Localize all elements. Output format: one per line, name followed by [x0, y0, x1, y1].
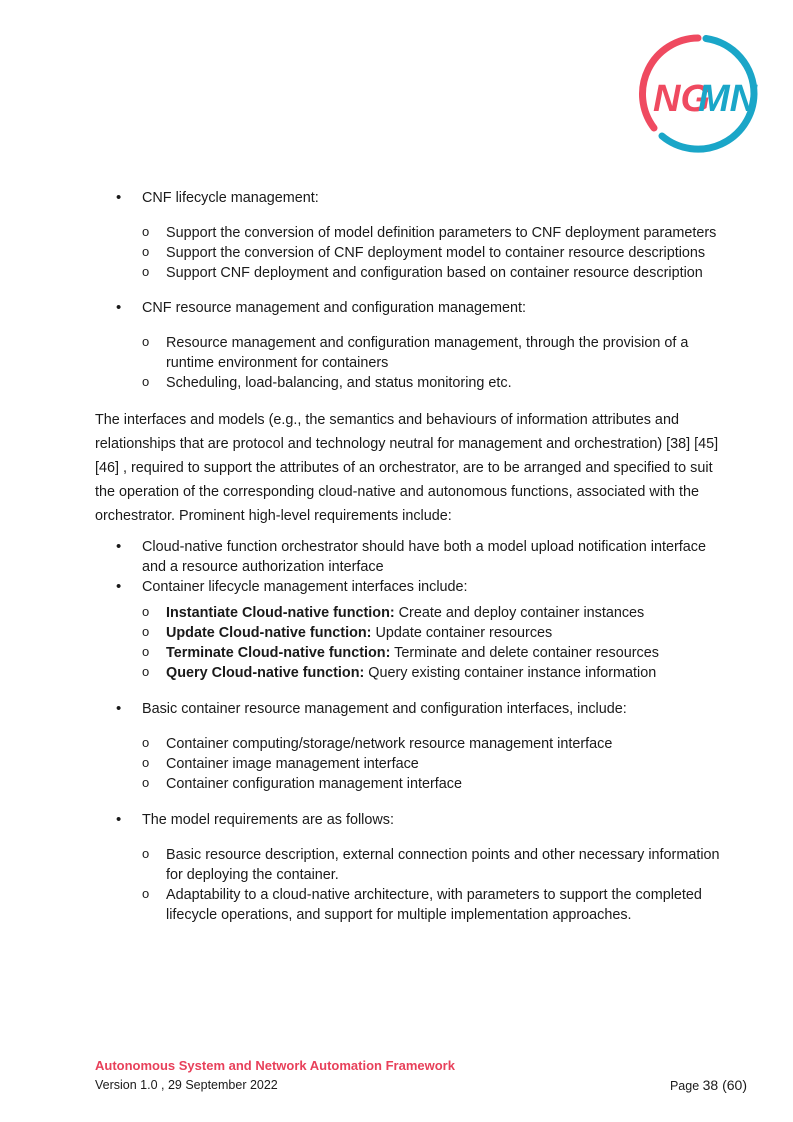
cnf-resource-list: [95, 298, 725, 393]
sub-list-item: o Instantiate Cloud-native function: Create and deploy container instances: [95, 603, 725, 623]
sub-list-item: o Query Cloud-native function: Query existing container instance information: [95, 663, 725, 683]
sub-list-item: o Terminate Cloud-native function: Terminate and delete container resources: [95, 643, 725, 663]
sub-list-item: o Support the conversion of CNF deployment model to container resource descriptions: [95, 243, 725, 263]
list-item: • Cloud-native function orchestrator should have both a model upload notification interface and a resource authorization interface: [95, 537, 725, 577]
sub-list-item: o Resource management and configuration management, through the provision of a runtime environment for containers: [95, 333, 725, 373]
list-item: • CNF resource management and configuration management: o Resource management and configuration management, through the provision of a runtime environment for containers o Scheduling, load-balancing, and status monitoring etc.: [95, 298, 725, 393]
sub-list-item: o Scheduling, load-balancing, and status monitoring etc.: [95, 373, 725, 393]
sub-list-item: o Basic resource description, external connection points and other necessary information for deploying the container.: [95, 845, 725, 885]
requirements-list: [95, 537, 725, 925]
list-item: • Container lifecycle management interfaces include: o Instantiate Cloud-native function: Create and deploy container instances o Update Cloud-native function: Update container resources o Terminate Cloud-native function: Terminate and delete container resources o Query Cloud-native function: Query existing container instance information: [95, 577, 725, 683]
footer-title: Autonomous System and Network Automation Framework: [95, 1058, 455, 1073]
list-item: • The model requirements are as follows: o Basic resource description, external connection points and other necessary information for deploying the container. o Adaptability to a cloud-native architecture, with parameters to support the completed lifecycle operations, and support for multiple implementation approaches.: [95, 810, 725, 925]
sub-list-item: o Update Cloud-native function: Update container resources: [95, 623, 725, 643]
sub-list-item: o Adaptability to a cloud-native architecture, with parameters to support the completed lifecycle operations, and support for multiple implementation approaches.: [95, 885, 725, 925]
logo-text-ng: NG: [653, 78, 710, 120]
sub-list-item: o Container configuration management interface: [95, 774, 725, 794]
page-number: Page 38 (60): [669, 1077, 747, 1093]
cnf-lifecycle-list: [95, 188, 725, 283]
body-paragraph: The interfaces and models (e.g., the semantics and behaviours of information attributes and relationships that are protocol and technology neutral for management and orchestration) [38] [45] [46] , required to support the attributes of an orchestrator, are to be arranged and specified to suit the operation of the corresponding cloud-native and autonomous functions, associated with the orchestrator. Prominent high-level requirements include:: [95, 412, 719, 524]
footer-version: Version 1.0 , 29 September 2022: [95, 1078, 278, 1092]
list-item: • Basic container resource management and configuration interfaces, include: o Container computing/storage/network resource management interface o Container image management interface o Container configuration management interface: [95, 699, 725, 794]
list-item: • CNF lifecycle management: o Support the conversion of model definition parameters to CNF deployment parameters o Support the conversion of CNF deployment model to container resource descriptions o Support CNF deployment and configuration based on container resource description: [95, 188, 725, 283]
sub-list-item: o Container computing/storage/network resource management interface: [95, 734, 725, 754]
page-content: [95, 188, 725, 925]
sub-list-item: o Container image management interface: [95, 754, 725, 774]
ngmn-logo: [636, 32, 760, 156]
sub-list-item: o Support the conversion of model definition parameters to CNF deployment parameters: [95, 223, 725, 243]
sub-list-item: o Support CNF deployment and configuration based on container resource description: [95, 263, 725, 283]
logo-text-mn: MN: [698, 78, 758, 120]
